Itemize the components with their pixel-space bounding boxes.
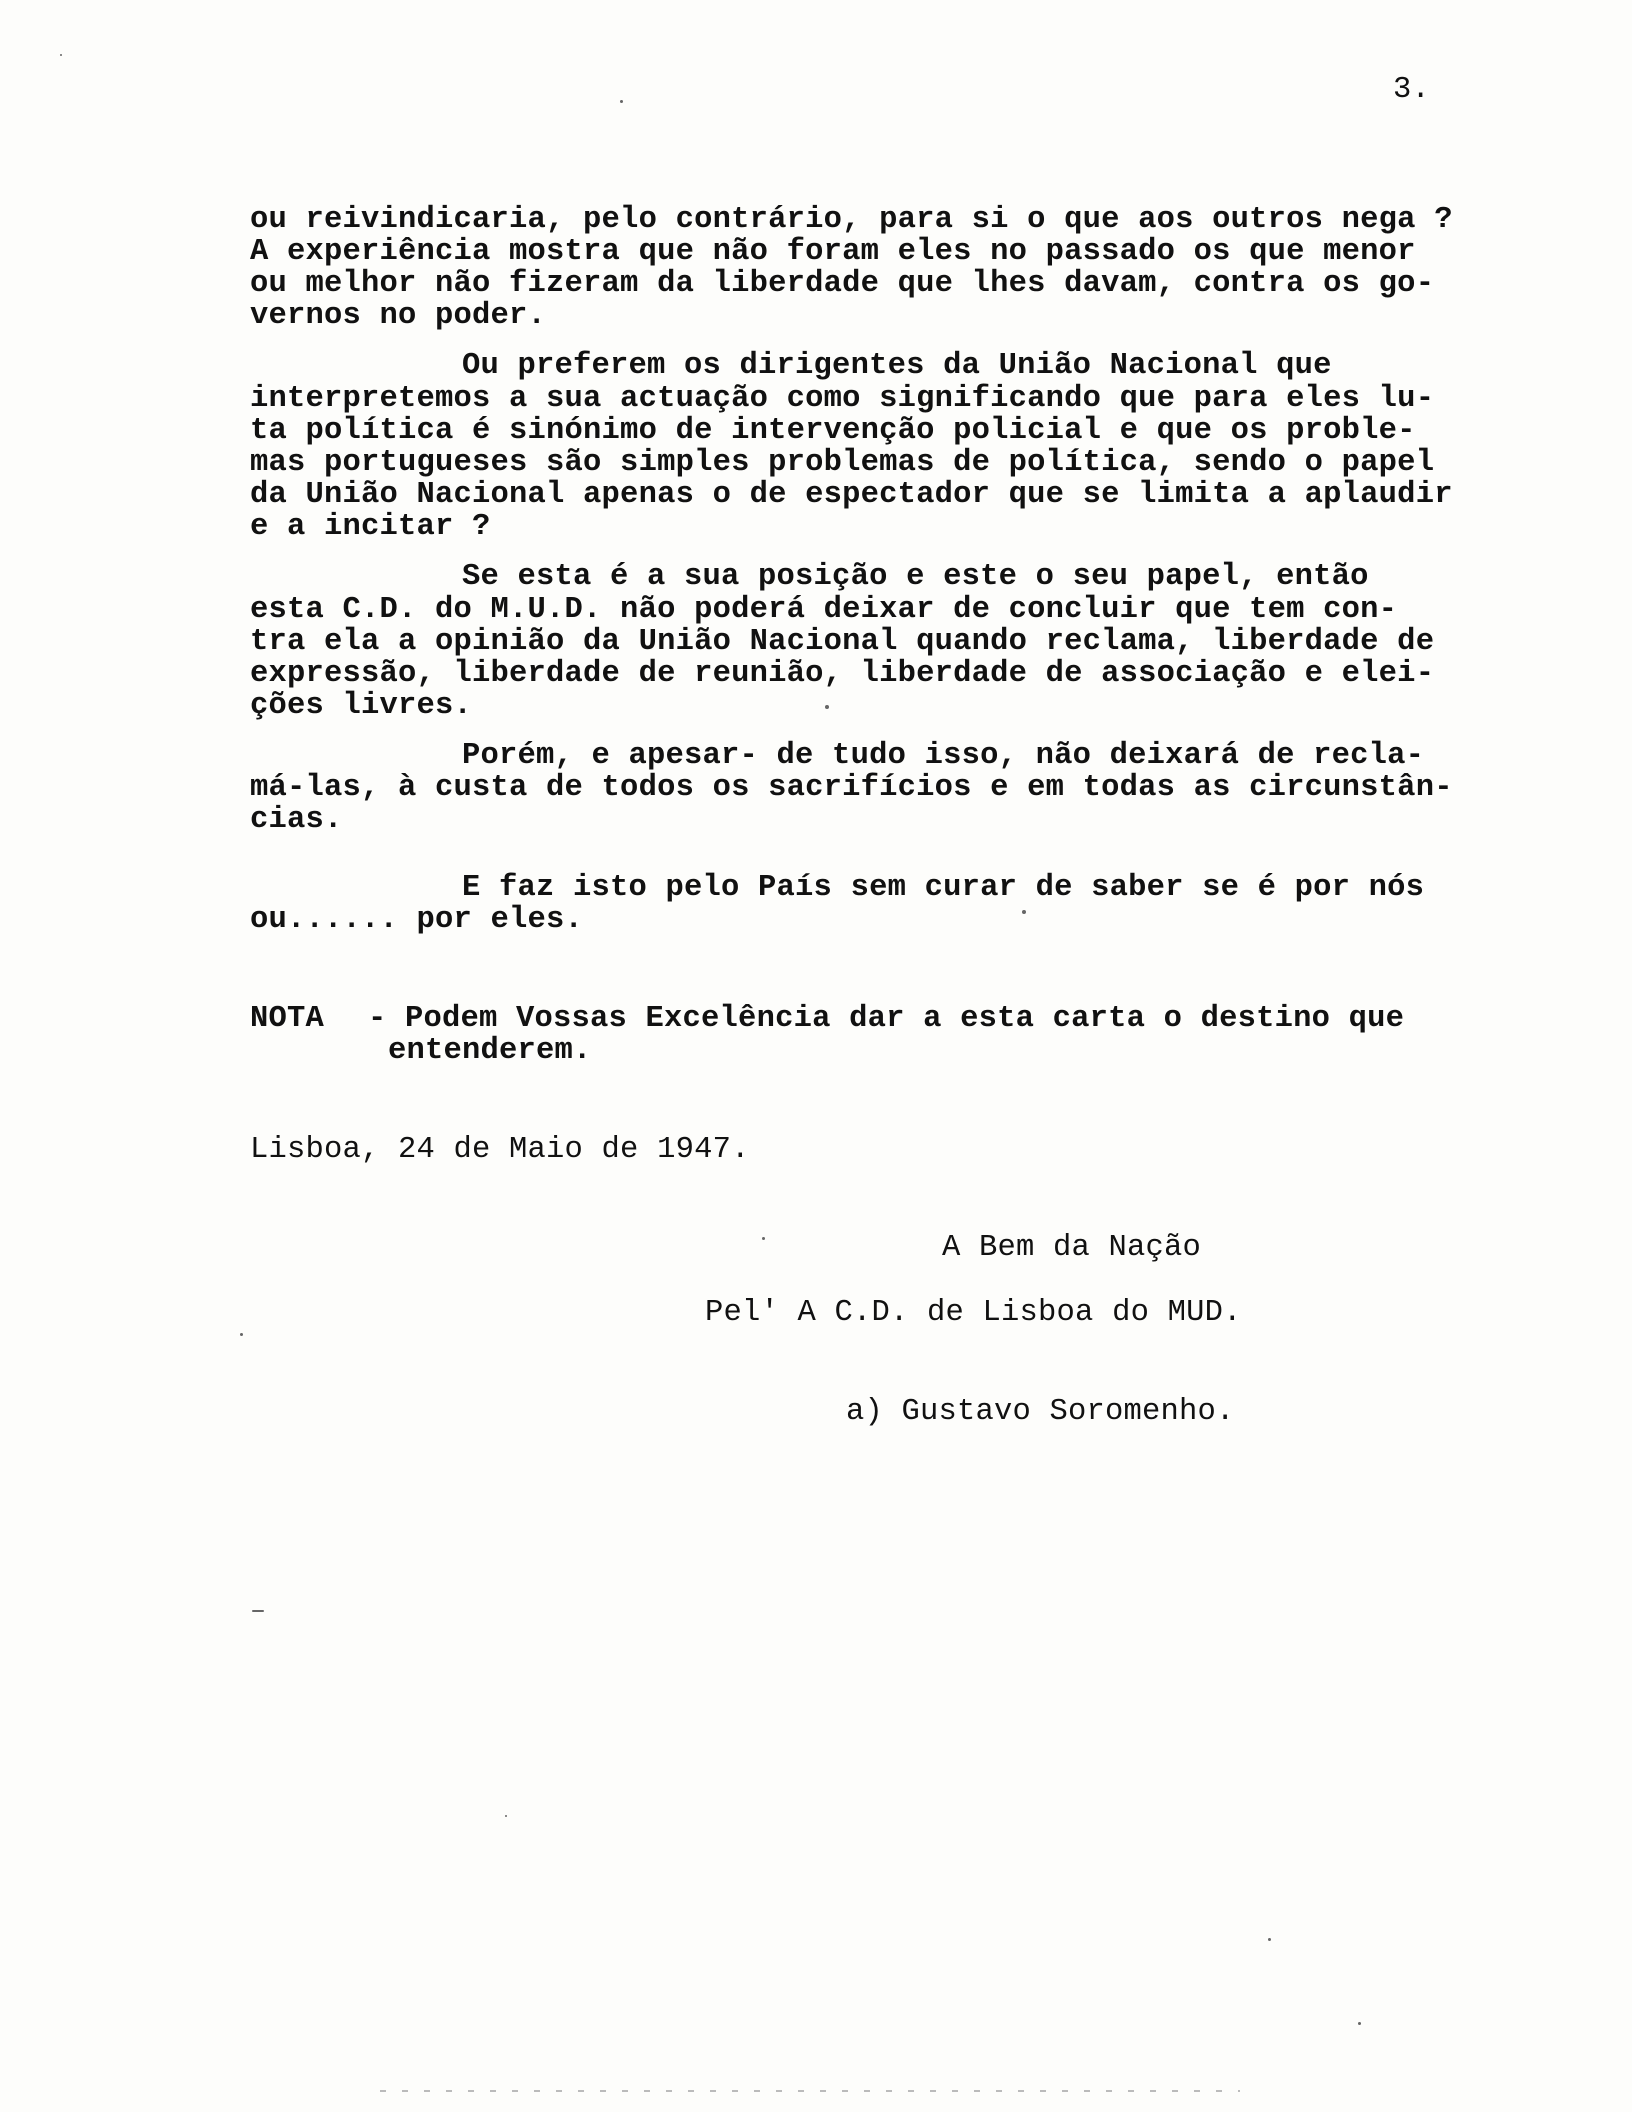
page-number: 3. bbox=[1393, 73, 1431, 107]
text-line: da União Nacional apenas o de espectador que se limita a aplaudir bbox=[250, 478, 1453, 512]
text-line: interpretemos a sua actuação como significando que para eles lu- bbox=[250, 382, 1435, 416]
scan-speck bbox=[505, 1815, 507, 1817]
scan-speck bbox=[1022, 910, 1026, 914]
scan-speck bbox=[240, 1333, 243, 1336]
scan-speck bbox=[620, 100, 623, 103]
scan-speck bbox=[1268, 1938, 1271, 1941]
text-line: E faz isto pelo País sem curar de saber se é por nós bbox=[462, 871, 1425, 905]
text-line: expressão, liberdade de reunião, liberdade de associação e elei- bbox=[250, 657, 1435, 691]
text-line: ções livres. bbox=[250, 689, 473, 723]
scan-speck bbox=[762, 1237, 765, 1240]
text-line: tra ela a opinião da União Nacional quando reclama, liberdade de bbox=[250, 625, 1435, 659]
text-line: esta C.D. do M.U.D. não poderá deixar de concluir que tem con- bbox=[250, 593, 1398, 627]
text-line: ou...... por eles. bbox=[250, 903, 584, 937]
scan-speck bbox=[825, 705, 829, 709]
scan-speck bbox=[60, 54, 62, 56]
text-line: e a incitar ? bbox=[250, 510, 491, 544]
text-line: cias. bbox=[250, 803, 343, 837]
note-line: entenderem. bbox=[388, 1034, 592, 1068]
note-label: NOTA bbox=[250, 1002, 325, 1036]
scan-speck bbox=[252, 1610, 264, 1612]
text-line: mas portugueses são simples problemas de política, sendo o papel bbox=[250, 446, 1435, 480]
text-line: Porém, e apesar- de tudo isso, não deixará de recla- bbox=[462, 739, 1425, 773]
scan-noise bbox=[380, 2090, 1240, 2092]
text-line: Ou preferem os dirigentes da União Nacional que bbox=[462, 349, 1332, 383]
note-line: - Podem Vossas Excelência dar a esta carta o destino que bbox=[368, 1002, 1405, 1036]
date-line: Lisboa, 24 de Maio de 1947. bbox=[250, 1133, 750, 1167]
signature-line: a) Gustavo Soromenho. bbox=[846, 1395, 1235, 1429]
text-line: ta política é sinónimo de intervenção policial e que os proble- bbox=[250, 414, 1416, 448]
text-line: ou melhor não fizeram da liberdade que lhes davam, contra os go- bbox=[250, 267, 1435, 301]
text-line: vernos no poder. bbox=[250, 299, 547, 333]
text-line: Se esta é a sua posição e este o seu papel, então bbox=[462, 560, 1369, 594]
closing-on-behalf: Pel' A C.D. de Lisboa do MUD. bbox=[705, 1296, 1242, 1330]
text-line: má-las, à custa de todos os sacrifícios e em todas as circunstân- bbox=[250, 771, 1453, 805]
scan-speck bbox=[1358, 2022, 1361, 2025]
closing-salutation: A Bem da Nação bbox=[942, 1231, 1202, 1265]
text-line: ou reivindicaria, pelo contrário, para si o que aos outros nega ? bbox=[250, 203, 1453, 237]
text-line: A experiência mostra que não foram eles no passado os que menor bbox=[250, 235, 1416, 269]
